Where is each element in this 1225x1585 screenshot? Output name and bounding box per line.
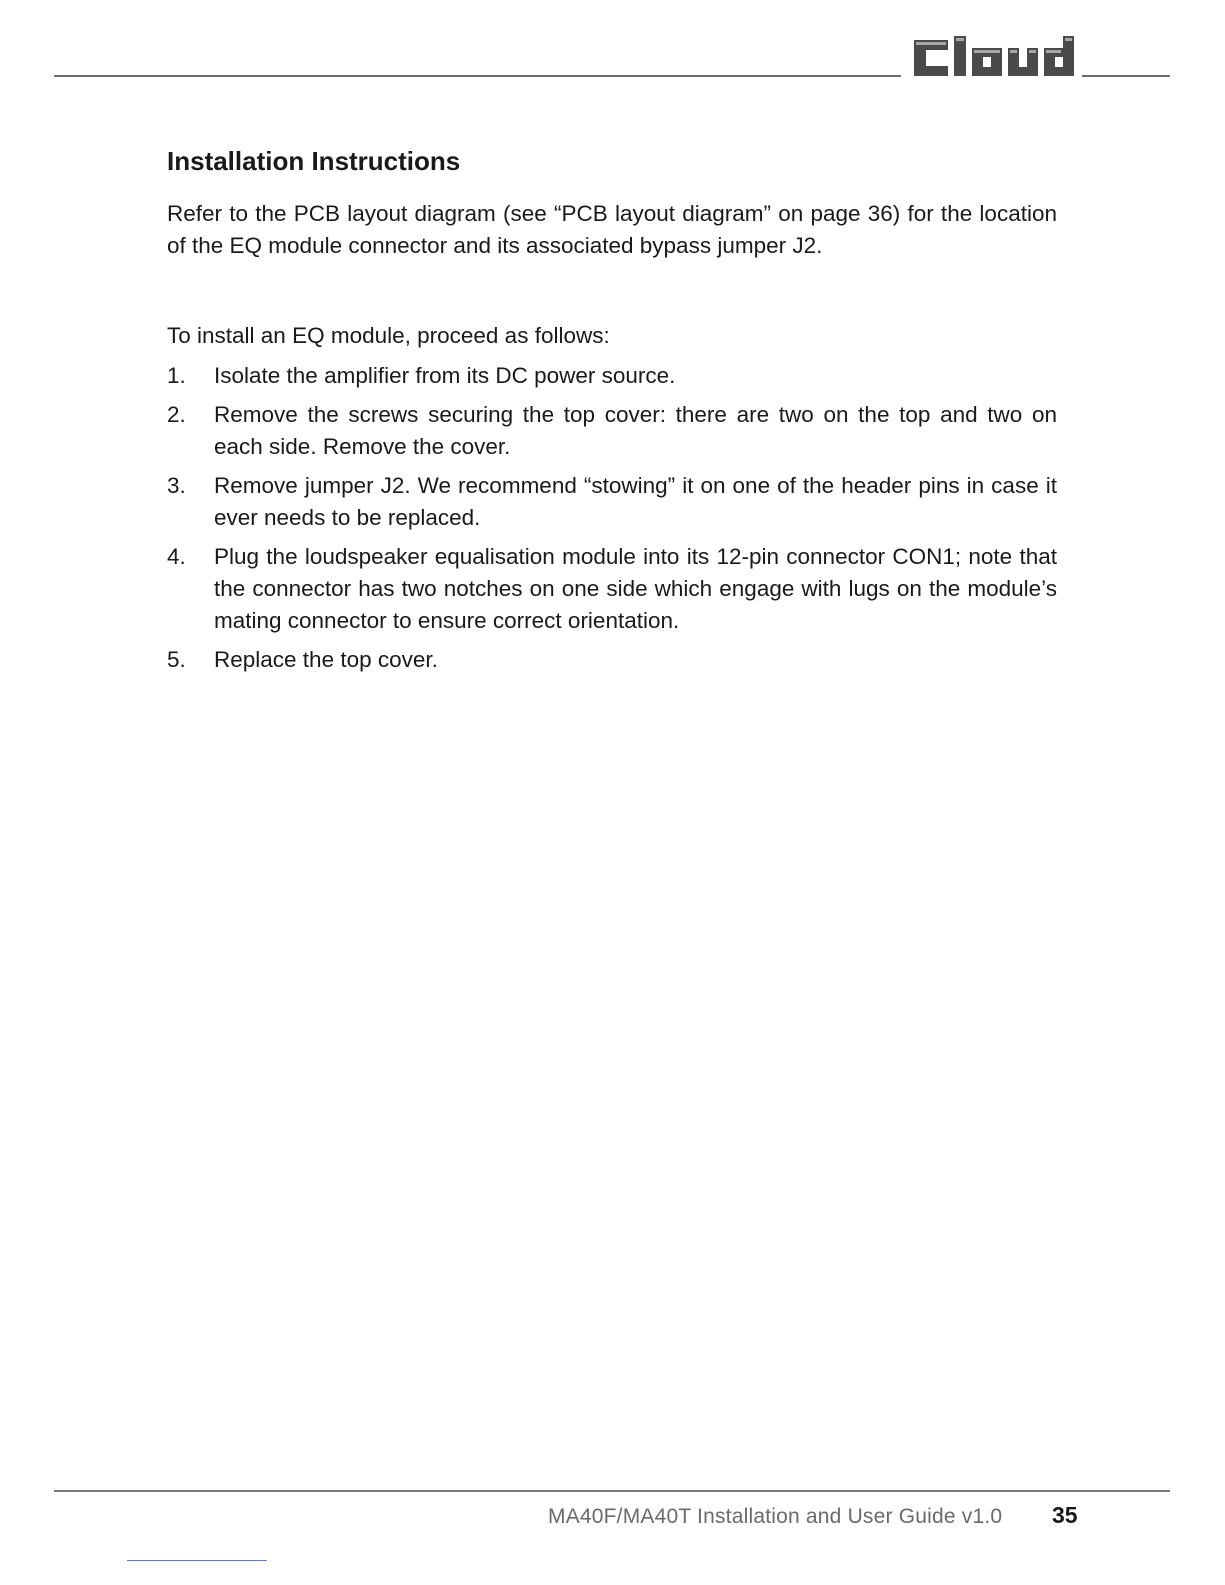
step-text: Remove the screws securing the top cover: there are two on the top and two on each side. Remove the cover.: [214, 402, 1057, 459]
cloud-logo-graphic: [904, 30, 1078, 84]
list-item: [167, 644, 1057, 676]
step-text: Remove jumper J2. We recommend “stowing” it on one of the header pins in case it ever needs to be replaced.: [214, 473, 1057, 530]
intro-paragraph: Refer to the PCB layout diagram (see “PCB layout diagram” on page 36) for the location of the EQ module connector and its associated bypass jumper J2.: [167, 201, 1057, 258]
footer-guide-title: MA40F/MA40T Installation and User Guide v1.0: [548, 1505, 1003, 1528]
step-text: Plug the loudspeaker equalisation module into its 12-pin connector CON1; note that the connector has two notches on one side which engage with lugs on the module’s mating connector to ensure correct orientation.: [214, 544, 1057, 633]
header-rule-left: [54, 75, 901, 77]
step-number: 2.: [167, 402, 186, 427]
installation-steps-list: [167, 360, 1057, 676]
header-rule-right: [1082, 75, 1170, 77]
step-number: 3.: [167, 473, 186, 498]
footer-rule: [54, 1490, 1170, 1492]
step-number: 1.: [167, 363, 186, 388]
cloud-logo: [904, 30, 1078, 84]
list-item: [167, 541, 1057, 637]
section-title: Installation Instructions: [167, 146, 461, 176]
bottom-link-underline: [127, 1560, 267, 1561]
main-content: [167, 140, 1057, 683]
step-text: Isolate the amplifier from its DC power source.: [214, 363, 676, 388]
step-number: 4.: [167, 544, 186, 569]
step-text: Replace the top cover.: [214, 647, 438, 672]
list-item: [167, 399, 1057, 463]
steps-lead-paragraph: To install an EQ module, proceed as follows:: [167, 323, 610, 348]
page-number: 35: [1052, 1502, 1078, 1528]
step-number: 5.: [167, 647, 186, 672]
list-item: [167, 360, 1057, 392]
list-item: [167, 470, 1057, 534]
